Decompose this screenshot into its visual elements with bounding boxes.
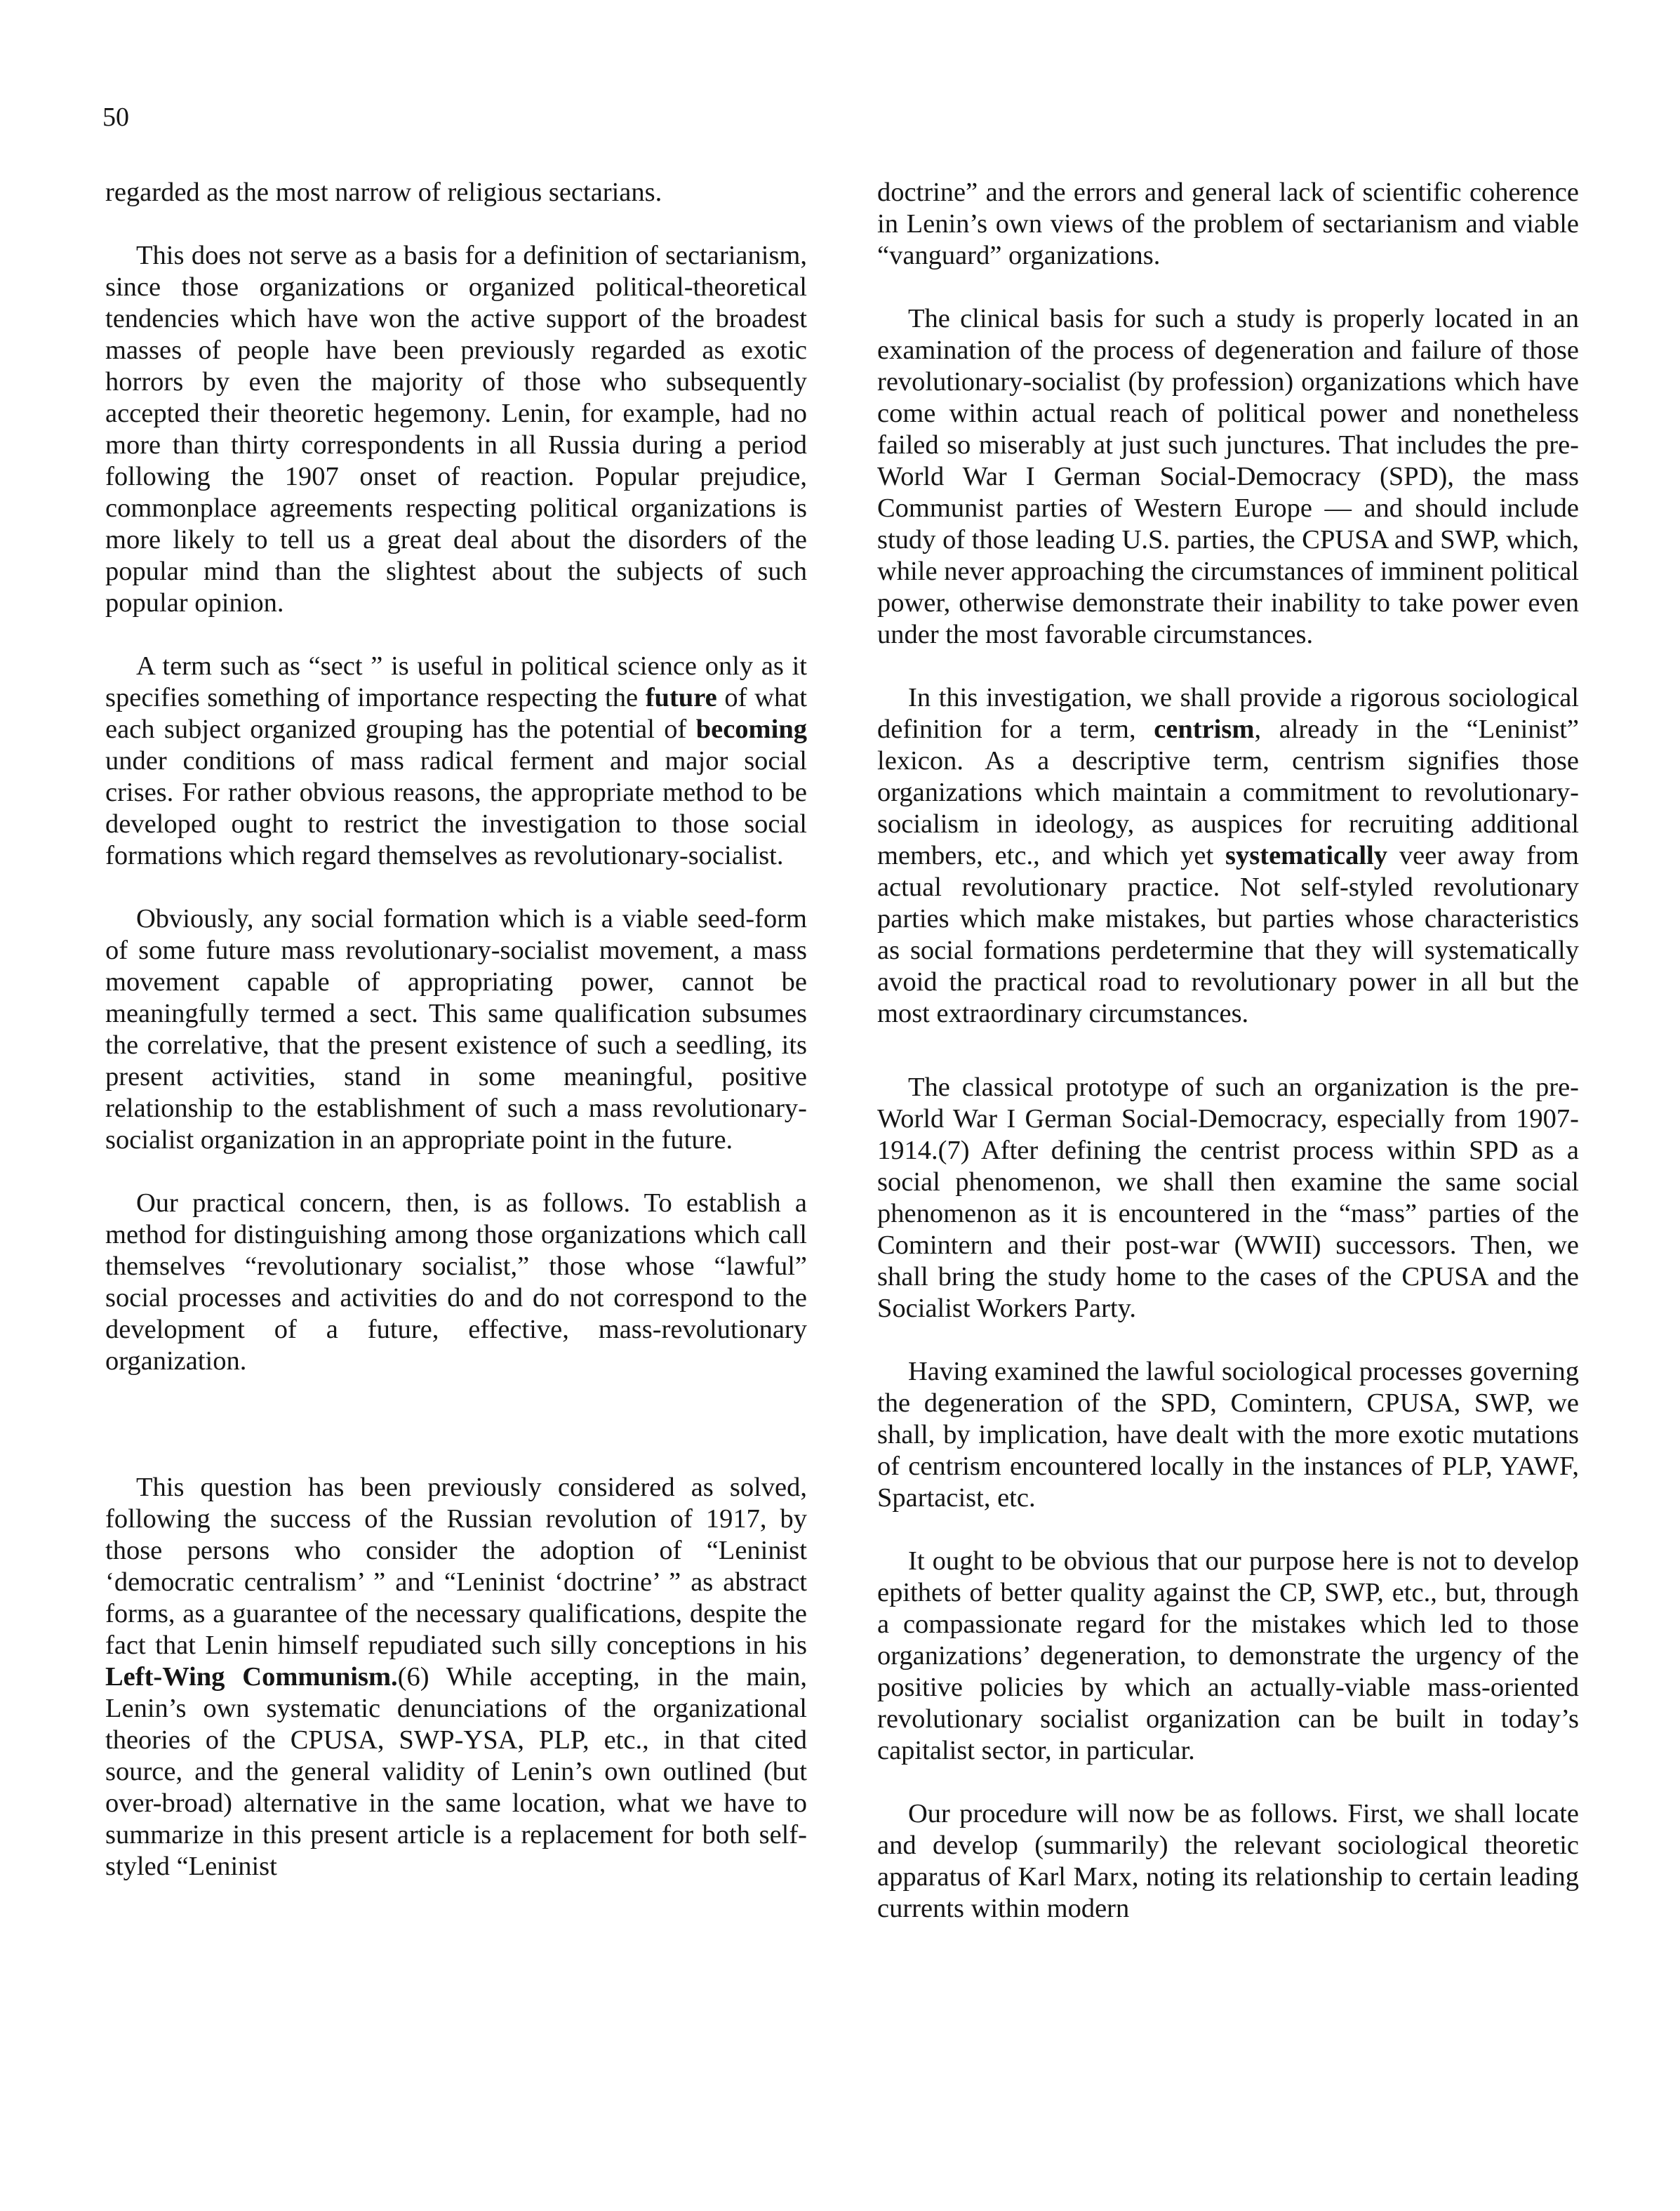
paragraph: [105, 240, 807, 619]
paragraph: [877, 1356, 1579, 1514]
paragraph: [877, 303, 1579, 651]
text-run: The classical prototype of such an organization is the pre-World War I German Social-Democracy, especially from 1907-1914.(7) After defining the centrist process within SPD as a social phenomenon, we shall then examine the same social phenomenon as it is encountered in the “mass” parties of the Comintern and their post-war (WWII) successors. Then, we shall bring the study home to the cases of the CPUSA and the Socialist Workers Party.: [877, 1073, 1579, 1323]
paragraph: [877, 177, 1579, 272]
paragraph: [877, 1072, 1579, 1324]
emphasized-text: future: [645, 683, 717, 712]
paragraph: [877, 682, 1579, 1030]
text-run: The clinical basis for such a study is properly located in an examination of the process of degeneration and failure of those revolutionary-socialist (by profession) organizations which have come within actual reach of political power and nonetheless failed so miserably at just such junctures. That includes the pre-World War I German Social-Democracy (SPD), the mass Communist parties of Western Europe — and should include study of those leading U.S. parties, the CPUSA and SWP, which, while never approaching the circumstances of imminent political power, otherwise demonstrate their inability to take power even under the most favorable circumstances.: [877, 304, 1579, 649]
emphasized-text: systematically: [1225, 841, 1387, 870]
text-run: (6) While accepting, in the main, Lenin’s own systematic denunciations of the organizational theories of the CPUSA, SWP-YSA, PLP, etc., in that cited source, and the general validity of Lenin’s own outlined (but over-broad) alternative in the same location, what we have to summarize in this present article is a replacement for both self-styled “Leninist: [105, 1662, 807, 1881]
left-column: [105, 177, 807, 1883]
text-run: regarded as the most narrow of religious sectarians.: [105, 178, 662, 207]
text-run: In this investigation, we shall provide a rigorous sociological definition for a term,: [877, 683, 1579, 744]
text-run: It ought to be obvious that our purpose here is not to develop epithets of better quality against the CP, SWP, etc., but, through a compassionate regard for the mistakes which led to those organizations’ degeneration, to demonstrate the urgency of the positive policies by which an actually-viable mass-oriented revolutionary socialist organization can be built in today’s capitalist sector, in particular.: [877, 1546, 1579, 1765]
emphasized-text: Left-Wing Communism.: [105, 1662, 398, 1692]
text-run: This does not serve as a basis for a definition of sectarianism, since those organizations or organized political-theoretical tendencies which have won the active support of the broadest masses of people have been previously regarded as exotic horrors by even the majority of those who subsequently accepted their theoretic hegemony. Lenin, for example, had no more than thirty correspondents in all Russia during a period following the 1907 onset of reaction. Popular prejudice, commonplace agreements respecting political organizations is more likely to tell us a great deal about the disorders of the popular mind than the slightest about the subjects of such popular opinion.: [105, 241, 807, 618]
paragraph: [105, 651, 807, 872]
text-run: veer away from actual revolutionary practice. Not self-styled revolutionary parties which make mistakes, but parties whose characteristics as social formations perdetermine that they will systematically avoid the practical road to revolutionary power in all but the most extraordinary circumstances.: [877, 841, 1579, 1028]
emphasized-text: becoming: [695, 715, 807, 744]
text-run: Our procedure will now be as follows. First, we shall locate and develop (summarily) the relevant sociological theoretic apparatus of Karl Marx, noting its relationship to certain leading currents within modern: [877, 1799, 1579, 1923]
paragraph: [105, 1472, 807, 1883]
page-number: 50: [102, 102, 129, 132]
text-run: under conditions of mass radical ferment and major social crises. For rather obvious reasons, the appropriate method to be developed ought to restrict the investigation to those social formations which regard themselves as revolutionary-socialist.: [105, 746, 807, 870]
paragraph: [105, 1188, 807, 1377]
text-run: doctrine” and the errors and general lack of scientific coherence in Lenin’s own views of the problem of sectarianism and viable “vanguard” organizations.: [877, 178, 1579, 270]
paragraph: [105, 903, 807, 1156]
text-run: Obviously, any social formation which is a viable seed-form of some future mass revolutionary-socialist movement, a mass movement capable of appropriating power, cannot be meaningfully termed a sect. This same qualification subsumes the correlative, that the present existence of such a seedling, its present activities, stand in some meaningful, positive relationship to the establishment of such a mass revolutionary-socialist organization in an appropriate point in the future.: [105, 904, 807, 1155]
text-run: A term such as “sect ” is useful in political science only as it specifies something of importance respecting the: [105, 651, 807, 712]
text-run: This question has been previously considered as solved, following the success of the Russian revolution of 1917, by those persons who consider the adoption of “Leninist ‘democratic centralism’ ” and “Leninist ‘doctrine’ ” as abstract forms, as a guarantee of the necessary qualifications, despite the fact that Lenin himself repudiated such silly conceptions in his: [105, 1473, 807, 1660]
paragraph: [877, 1546, 1579, 1767]
text-run: Having examined the lawful sociological processes governing the degeneration of the SPD, Comintern, CPUSA, SWP, we shall, by implication, have dealt with the more exotic mutations of centrism encountered locally in the instances of PLP, YAWF, Spartacist, etc.: [877, 1357, 1579, 1513]
text-run: , already in the “Leninist” lexicon. As a descriptive term, centrism signifies those organizations which maintain a commitment to revolutionary-socialism in ideology, as auspices for recruiting additional members, etc., and which yet: [877, 715, 1579, 870]
text-run: Our practical concern, then, is as follows. To establish a method for distinguishing among those organizations which call themselves “revolutionary socialist,” those whose “lawful” social processes and activities do and do not correspond to the development of a future, effective, mass-revolutionary organization.: [105, 1188, 807, 1376]
paragraph: [105, 177, 807, 208]
paragraph: [877, 1798, 1579, 1925]
text-run: of what each subject organized grouping has the potential of: [105, 683, 807, 744]
emphasized-text: centrism: [1154, 715, 1255, 744]
right-column: [877, 177, 1579, 1925]
